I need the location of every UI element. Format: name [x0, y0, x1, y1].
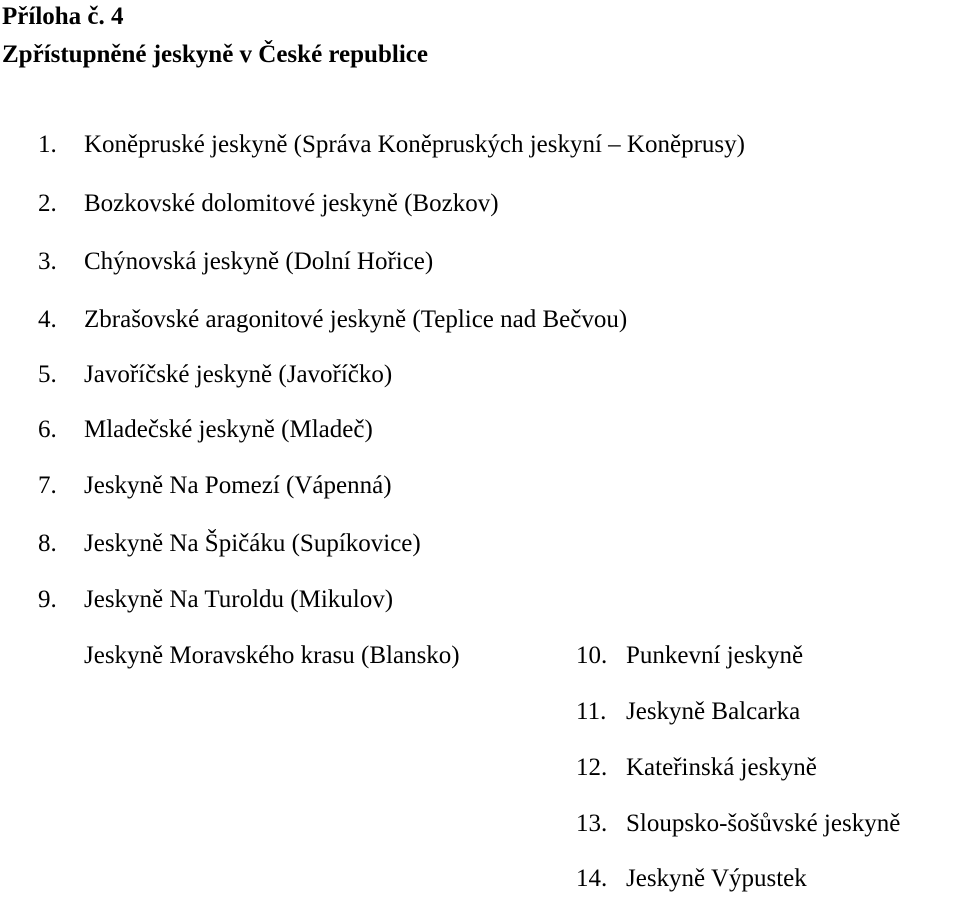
- list-item: [38, 415, 918, 445]
- list-item-number: 12.: [576, 754, 608, 781]
- list-item-text: Jeskyně Balcarka: [626, 698, 801, 725]
- list-item-number: 14.: [576, 865, 608, 892]
- list-item-number: 8.: [38, 530, 57, 557]
- list-item-text: Zbrašovské aragonitové jeskyně (Teplice nad Bečvou): [84, 306, 628, 333]
- list-item-text: Jeskyně Na Špičáku (Supíkovice): [84, 530, 421, 557]
- list-item-number: 13.: [576, 810, 608, 837]
- list-item-text: Javoříčské jeskyně (Javoříčko): [84, 361, 393, 388]
- list-item-number: 3.: [38, 248, 57, 275]
- list-item-number: 6.: [38, 416, 57, 443]
- list-item: [576, 809, 960, 839]
- list-item: [38, 247, 918, 277]
- list-item-text: Jeskyně Výpustek: [626, 865, 807, 892]
- list-item-text: Punkevní jeskyně: [626, 642, 804, 669]
- list-item: [38, 585, 918, 615]
- document-title: Zpřístupněné jeskyně v České republice: [2, 41, 428, 68]
- attachment-label: Příloha č. 4: [2, 3, 124, 30]
- list-item: [576, 697, 960, 727]
- list-item-number: 4.: [38, 306, 57, 333]
- list-item: [38, 471, 918, 501]
- list-item-text: Jeskyně Na Turoldu (Mikulov): [84, 586, 394, 613]
- list-item: [38, 360, 918, 390]
- list-item-number: 2.: [38, 190, 57, 217]
- list-item-text: Chýnovská jeskyně (Dolní Hořice): [84, 248, 434, 275]
- list-item-text: Mladečské jeskyně (Mladeč): [84, 416, 373, 443]
- list-item-number: 5.: [38, 361, 57, 388]
- list-item-number: 7.: [38, 472, 57, 499]
- list-item-text: Koněpruské jeskyně (Správa Koněpruských jeskyní – Koněprusy): [84, 131, 745, 158]
- list-item: [576, 753, 960, 783]
- list-item: [38, 130, 918, 160]
- list-item-text: Sloupsko-šošůvské jeskyně: [626, 810, 901, 837]
- list-item-number: 9.: [38, 586, 57, 613]
- list-item-text: Kateřinská jeskyně: [626, 754, 817, 781]
- list-item: [38, 529, 918, 559]
- list-item-number: 11.: [576, 698, 607, 725]
- list-item: [38, 189, 918, 219]
- list-item: [576, 641, 960, 671]
- moravian-karst-label: Jeskyně Moravského krasu (Blansko): [84, 642, 460, 669]
- list-item: [38, 305, 918, 335]
- list-item-number: 10.: [576, 642, 608, 669]
- list-item-number: 1.: [38, 131, 57, 158]
- list-item-text: Jeskyně Na Pomezí (Vápenná): [84, 472, 392, 499]
- list-item: [576, 864, 960, 894]
- list-item-text: Bozkovské dolomitové jeskyně (Bozkov): [84, 190, 499, 217]
